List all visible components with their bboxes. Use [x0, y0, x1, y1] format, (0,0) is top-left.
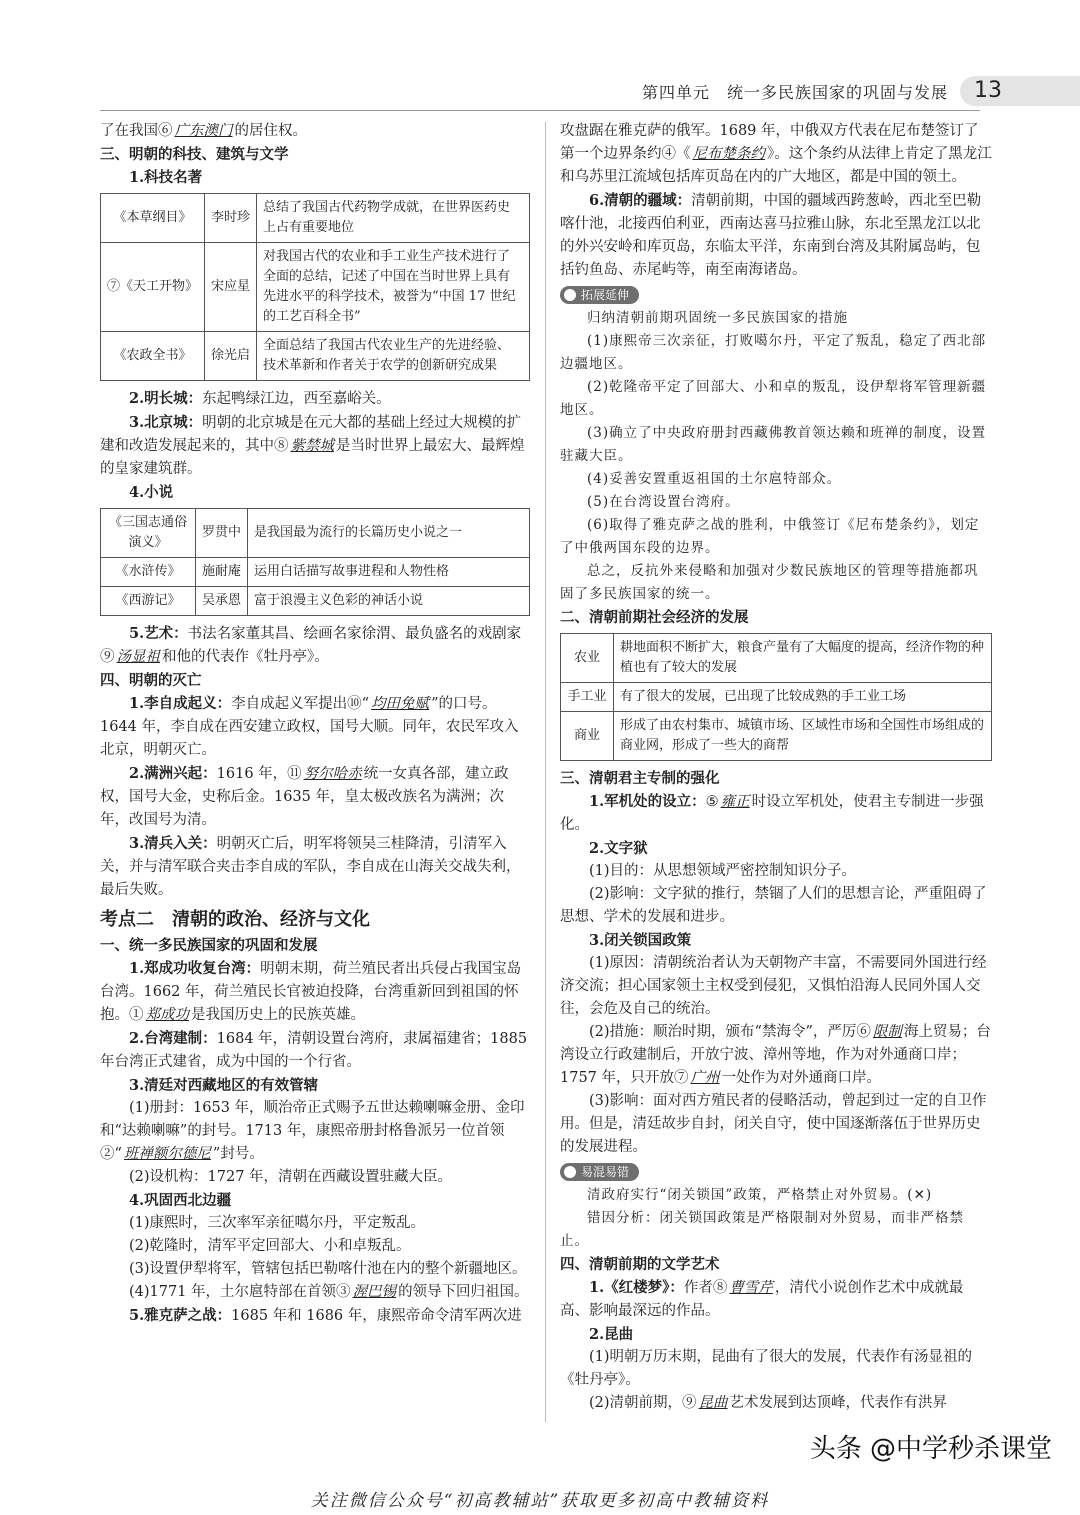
table-row [101, 587, 530, 616]
table-row [561, 683, 992, 712]
answer: 紫禁城 [290, 438, 334, 454]
novel-table [100, 508, 530, 616]
sub-heading: 3.闭关锁国政策 [589, 932, 692, 949]
answer: 郑成功 [145, 1007, 189, 1023]
sub-heading: 2.文字狱 [589, 840, 648, 857]
book-cell: 《农政全书》 [101, 332, 205, 381]
book-cell: 《水浒传》 [101, 558, 196, 587]
desc-cell: 是我国最为流行的长篇历史小说之一 [248, 509, 530, 558]
economy-table [560, 633, 992, 761]
table-row [101, 243, 530, 332]
book-cell: 《西游记》 [101, 587, 196, 616]
paragraph: 1.李自成起义：李自成起义军提出⑩“ 均田免赋 ”的口号。1644 年，李自成在西安建立政权，国号大顺。同年，农民军攻入北京，明朝灭亡。 [100, 695, 519, 758]
paragraph: 1.《红楼梦》：作者⑧ 曹雪芹 ，清代小说创作艺术中成就最高、影响最深远的作品。 [560, 1279, 964, 1319]
page-number: 13 [974, 78, 1002, 103]
mistake-tag: 易混易错 [560, 1163, 639, 1181]
ext-line: 总之，反抗外来侵略和加强对少数民族地区的管理等措施都巩固了多民族国家的统一。 [560, 563, 979, 602]
answer: 广东澳门 [174, 123, 233, 139]
value-cell: 形成了由农村集市、城镇市场、区域性市场和全国性市场组成的商业网，形成了一些大的商帮 [614, 712, 992, 761]
table-row [101, 558, 530, 587]
answer: 班禅额尔德尼 [123, 1146, 211, 1162]
author-cell: 李时珍 [205, 194, 257, 243]
paragraph: 2.满洲兴起：1616 年，⑪ 努尔哈赤 统一女真各部，建立政权，国号大金，史称后金。1635 年，皇太极改族名为满洲；次年，改国号为清。 [100, 765, 509, 828]
page-header [0, 76, 1080, 106]
paragraph: 5.雅克萨之战：1685 年和 1686 年，康熙帝命令清军两次进 [129, 1307, 522, 1324]
left-column [100, 120, 530, 1328]
author-cell: 吴承恩 [196, 587, 248, 616]
section-heading: 四、清朝前期的文学艺术 [560, 1256, 720, 1273]
paragraph: (3)设置伊犁将军，管辖包括巴勒喀什池在内的整个新疆地区。 [129, 1261, 527, 1277]
paragraph: 攻盘踞在雅克萨的俄军。1689 年，中俄双方代表在尼布楚签订了第一个边界条约④《 尼布楚条约 》。这个条约从法律上肯定了黑龙江和乌苏里江流域包括库页岛在内的广大地区，都是中国的领土。 [560, 123, 992, 185]
ext-line: 错因分析：闭关锁国政策是严格限制对外贸易，而非严格禁止。 [560, 1210, 964, 1249]
ext-line: 归纳清朝前期巩固统一多民族国家的措施 [587, 310, 848, 326]
book-cell: ⑦《天工开物》 [101, 243, 205, 332]
section-heading: 三、明朝的科技、建筑与文学 [100, 146, 289, 163]
paragraph: (2)乾隆时，清军平定回部大、小和卓叛乱。 [129, 1238, 411, 1254]
extension-tag: 拓展延伸 [560, 286, 639, 304]
answer: 渥巴锡 [352, 1284, 397, 1300]
answer: 雍正 [720, 794, 750, 810]
paragraph: (1)册封：1653 年，顺治帝正式赐予五世达赖喇嘛金册、金印和“达赖喇嘛”的封号。1713 年，康熙帝册封格鲁派另一位首领②“ 班禅额尔德尼 ”封号。 [100, 1100, 525, 1162]
value-cell: 有了很大的发展，已出现了比较成熟的手工业工场 [614, 683, 992, 712]
paragraph: 1.军机处的设立：⑤ 雍正 时设立军机处，使君主专制进一步强化。 [560, 793, 984, 833]
key-cell: 农业 [561, 634, 614, 683]
answer: 均田免赋 [371, 696, 430, 712]
book-cell: 《三国志通俗演义》 [101, 509, 196, 558]
paragraph: (1)康熙时，三次率军亲征噶尔丹，平定叛乱。 [129, 1215, 426, 1231]
section-heading: 二、清朝前期社会经济的发展 [560, 609, 749, 626]
sub-heading: 4.小说 [129, 484, 174, 501]
table-row [561, 712, 992, 761]
answer: 尼布楚条约 [692, 146, 765, 162]
column-divider [545, 122, 546, 1422]
desc-cell: 运用白话描写故事进程和人物性格 [248, 558, 530, 587]
paragraph: (1)明朝万历末期，昆曲有了很大的发展，代表作有汤显祖的《牡丹亭》。 [560, 1349, 973, 1388]
sub-heading: 4.巩固西北边疆 [129, 1192, 232, 1209]
sub-heading: 3.清廷对西藏地区的有效管辖 [129, 1077, 319, 1094]
tech-table [100, 193, 530, 381]
header-rule [100, 110, 980, 111]
paragraph: (2)影响：文字狱的推行，禁锢了人们的思想言论，严重阻碍了思想、学术的发展和进步。 [560, 886, 987, 925]
table-row [561, 634, 992, 683]
value-cell: 耕地面积不断扩大，粮食产量有了大幅度的提高，经济作物的种植也有了较大的发展 [614, 634, 992, 683]
sub-heading: 1.科技名著 [129, 169, 203, 186]
sub-heading: 2.昆曲 [589, 1326, 634, 1343]
kaodian-heading: 考点二 清朝的政治、经济与文化 [100, 909, 370, 930]
answer: 昆曲 [698, 1395, 728, 1411]
desc-cell: 对我国古代的农业和手工业生产技术进行了全面的总结，记述了中国在当时世界上具有先进水平的科学技术，被誉为“中国 17 世纪的工艺百科全书” [257, 243, 530, 332]
ext-line: (3)确立了中央政府册封西藏佛教首领达赖和班禅的制度，设置驻藏大臣。 [560, 425, 987, 464]
ext-line: 清政府实行“闭关锁国”政策，严格禁止对外贸易。(✕) [587, 1187, 933, 1203]
paragraph: 1.郑成功收复台湾：明朝末期，荷兰殖民者出兵侵占我国宝岛台湾。1662 年，荷兰殖民长官被迫投降，台湾重新回到祖国的怀抱。① 郑成功 是我国历史上的民族英雄。 [100, 960, 522, 1023]
answer: 广州 [690, 1070, 720, 1086]
paragraph: 6.清朝的疆域：清朝前期，中国的疆域西跨葱岭，西北至巴勒喀什池，北接西伯利亚，西南达喜马拉雅山脉，东北至黑龙江以北的外兴安岭和库页岛，东临太平洋，东南到台湾及其附属岛屿，包括钓鱼岛、赤尾屿等，南至南海诸岛。 [560, 192, 982, 278]
extension-box [560, 307, 992, 606]
author-cell: 宋应星 [205, 243, 257, 332]
desc-cell: 总结了我国古代药物学成就，在世界医药史上占有重要地位 [257, 194, 530, 243]
tag-icon [564, 289, 576, 301]
footer-note: 关注微信公众号“初高教辅站”获取更多初高中教辅资料 [310, 1491, 770, 1511]
paragraph: 2.明长城：东起鸭绿江边，西至嘉峪关。 [129, 390, 391, 407]
key-cell: 手工业 [561, 683, 614, 712]
ext-line: (4)妥善安置重返祖国的土尔扈特部众。 [587, 471, 842, 487]
desc-cell: 富于浪漫主义色彩的神话小说 [248, 587, 530, 616]
tag-icon [564, 1166, 576, 1178]
table-row [101, 509, 530, 558]
page-number-tab [960, 76, 1080, 106]
section-heading: 四、明朝的灭亡 [100, 672, 202, 689]
author-cell: 罗贯中 [196, 509, 248, 558]
source-watermark: 头条 @中学秒杀课堂 [809, 1434, 1052, 1464]
paragraph: 5.艺术：书法名家董其昌、绘画名家徐渭、最负盛名的戏剧家⑨ 汤显祖 和他的代表作《牡丹亭》。 [100, 625, 522, 665]
mistake-box [560, 1184, 992, 1253]
ext-line: (1)康熙帝三次亲征，打败噶尔丹，平定了叛乱，稳定了西北部边疆地区。 [560, 333, 987, 372]
paragraph: (1)目的：从思想领域严密控制知识分子。 [589, 863, 857, 879]
author-cell: 施耐庵 [196, 558, 248, 587]
unit-title: 第四单元 统一多民族国家的巩固与发展 [641, 83, 948, 102]
key-cell: 商业 [561, 712, 614, 761]
book-cell: 《本草纲目》 [101, 194, 205, 243]
table-row [101, 332, 530, 381]
paragraph: 了在我国⑥ 广东澳门 的居住权。 [100, 123, 307, 139]
paragraph: 3.北京城：明朝的北京城是在元大都的基础上经过大规模的扩建和改造发展起来的，其中⑧ 紫禁城 是当时世界上最宏大、最辉煌的皇家建筑群。 [100, 414, 525, 477]
paragraph: 2.台湾建制：1684 年，清朝设置台湾府，隶属福建省；1885 年台湾正式建省，成为中国的一个行省。 [100, 1030, 528, 1070]
ext-line: (2)乾隆帝平定了回部大、小和卓的叛乱，设伊犁将军管理新疆地区。 [560, 379, 987, 418]
paragraph: 3.清兵入关：明朝灭亡后，明军将领吴三桂降清，引清军入关，并与清军联合夹击李自成的军队，李自成在山海关交战失利，最后失败。 [100, 835, 521, 898]
paragraph: (1)原因：清朝统治者认为天朝物产丰富，不需要同外国进行经济交流；担心国家领土主权受到侵犯，又惧怕沿海人民同外国人交往，会危及自己的统治。 [560, 955, 987, 1017]
paragraph: (3)影响：面对西方殖民者的侵略活动，曾起到过一定的自卫作用。但是，清廷故步自封，闭关自守，使中国逐渐落伍于世界历史的发展进程。 [560, 1093, 987, 1155]
answer: 努尔哈赤 [303, 766, 362, 782]
ext-line: (5)在台湾设置台湾府。 [587, 494, 740, 510]
section-heading: 三、清朝君主专制的强化 [560, 770, 720, 787]
paragraph: (2)措施：顺治时期，颁布“禁海令”，严厉⑥ 限制 海上贸易；台湾设立行政建制后，开放宁波、漳州等地，作为对外通商口岸；1757 年，只开放⑦ 广州 一处作为对外通商口岸。 [560, 1024, 991, 1086]
ext-line: (6)取得了雅克萨之战的胜利，中俄签订《尼布楚条约》，划定了中俄两国东段的边界。 [560, 517, 980, 556]
answer: 汤显祖 [116, 649, 160, 665]
answer: 曹雪芹 [729, 1280, 773, 1296]
section-heading: 一、统一多民族国家的巩固和发展 [100, 937, 318, 954]
table-row [101, 194, 530, 243]
answer: 限制 [872, 1024, 902, 1040]
desc-cell: 全面总结了我国古代农业生产的先进经验、技术革新和作者关于农学的创新研究成果 [257, 332, 530, 381]
paragraph: (2)设机构：1727 年，清朝在西藏设置驻藏大臣。 [129, 1169, 453, 1185]
author-cell: 徐光启 [205, 332, 257, 381]
right-column [560, 120, 992, 1415]
paragraph: (4)1771 年，土尔扈特部在首领③ 渥巴锡 的领导下回归祖国。 [129, 1284, 529, 1300]
paragraph: (2)清朝前期，⑨ 昆曲 艺术发展到达顶峰，代表作有洪昇 [589, 1395, 948, 1411]
